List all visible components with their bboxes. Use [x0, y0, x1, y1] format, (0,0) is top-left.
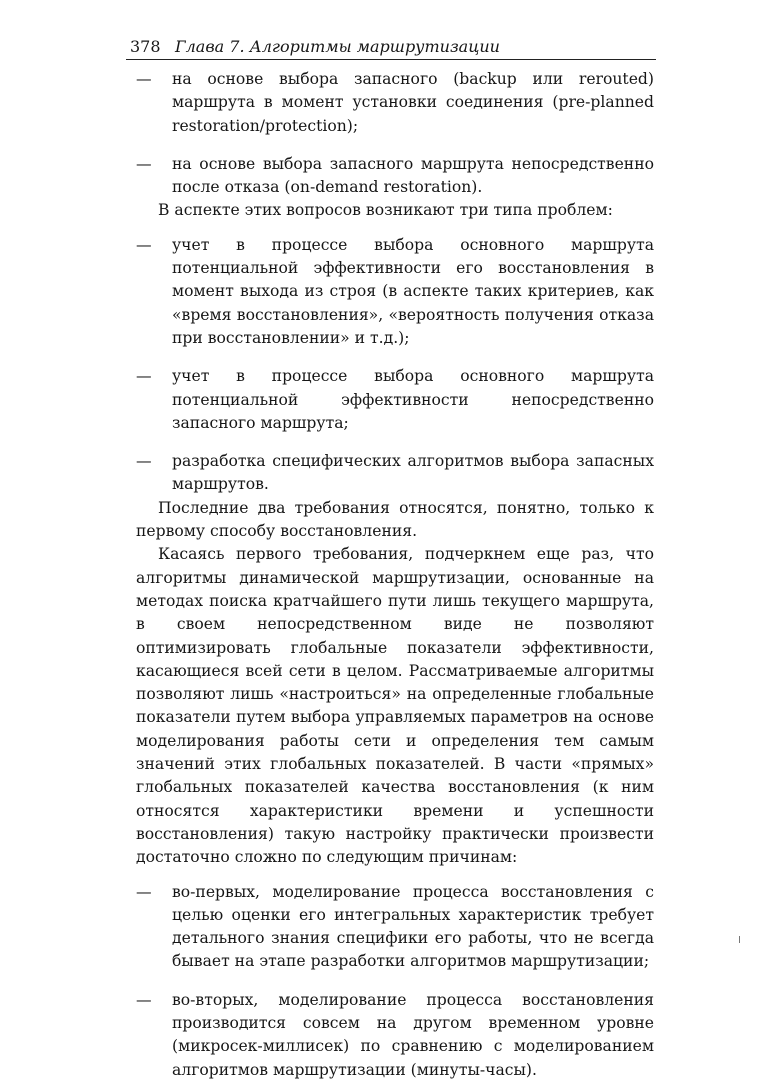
list-dash: —	[136, 452, 152, 471]
paragraph: Последние два требования относятся, понятно, только к первому способу восстановления.	[136, 498, 654, 541]
list-item	[136, 153, 654, 200]
intro-line: В аспекте этих вопросов возникают три типа проблем:	[158, 201, 613, 220]
list-item	[136, 989, 654, 1082]
list-item	[136, 234, 654, 350]
list-dash: —	[136, 990, 152, 1009]
list-item	[136, 68, 654, 138]
running-head: Глава 7. Алгоритмы маршрутизации	[175, 37, 500, 56]
list-item-text: на основе выбора запасного маршрута непосредственно после отказа (on-demand restoration).	[172, 154, 654, 197]
list-item	[136, 365, 654, 435]
list-item	[136, 881, 654, 974]
page-header	[126, 37, 656, 60]
list-dash: —	[136, 154, 152, 173]
list-item	[136, 450, 654, 497]
list-item-text: учет в процессе выбора основного маршрута потенциальной эффективности непосредственно запасного маршрута;	[172, 367, 654, 432]
list-item-text: разработка специфических алгоритмов выбора запасных маршрутов.	[172, 452, 654, 494]
paragraph: Касаясь первого требования, подчеркнем еще раз, что алгоритмы динамической маршрутизации, основанные на методах поиска кратчайшего пути лишь текущего маршрута, в своем непосредственном виде не позволяют оптимизировать глобальные показатели эффективности, касающиеся всей сети в целом. Рассматриваемые алгоритмы позволяют лишь «настроиться» на определенные глобальные показатели путем выбора управляемых параметров на основе моделирования работы сети и определения тем самым значений этих глобальных показателей. В части «прямых» глобальных показателей качества восстановления (к ним относятся характеристики времени и успешности восстановления) такую настройку практически произвести достаточно сложно по следующим причинам:	[136, 545, 654, 867]
page-body	[136, 68, 654, 1082]
list-item-text: во-первых, моделирование процесса восстановления с целью оценки его интегральных характеристик требует детального знания специфики его работы, что не всегда бывает на этапе разработки алгоритмов маршрутизации;	[172, 882, 654, 971]
page-number: 378	[130, 37, 161, 56]
list-item-text: на основе выбора запасного (backup или rerouted) маршрута в момент установки соединения (pre-planned restoration/protection);	[172, 70, 654, 135]
list-dash: —	[136, 235, 152, 254]
scan-speck	[739, 936, 740, 943]
list-dash: —	[136, 70, 152, 88]
list-dash: —	[136, 367, 152, 386]
list-item-text: учет в процессе выбора основного маршрута потенциальной эффективности его восстановления в момент выхода из строя (в аспекте таких критериев, как «время восстановления», «вероятность получения отказа при восстановлении» и т.д.);	[172, 235, 654, 347]
list-item-text: во-вторых, моделирование процесса восстановления производится совсем на другом временном уровне (микросек-миллисек) по сравнению с моделированием алгоритмов маршрутизации (минуты-часы).	[172, 990, 654, 1079]
list-dash: —	[136, 882, 152, 901]
